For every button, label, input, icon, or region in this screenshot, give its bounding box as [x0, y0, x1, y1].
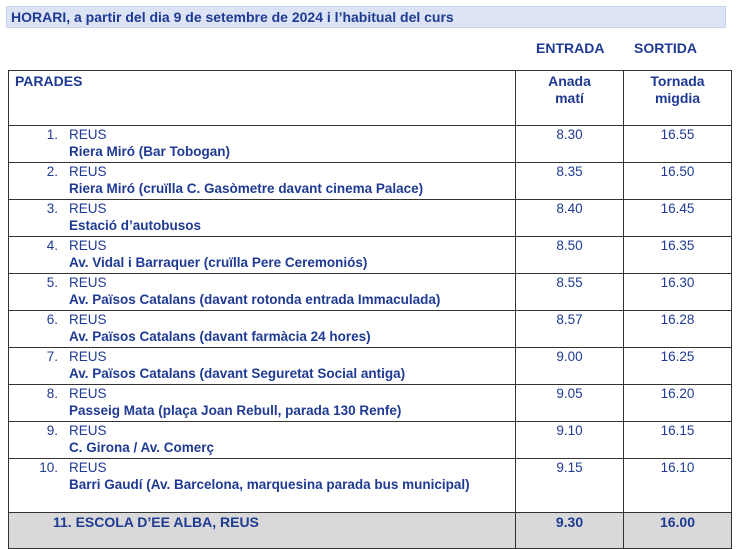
stop-place: Estació d’autobusos [69, 218, 202, 233]
stop-number: 7. [46, 349, 58, 364]
stop-place: Av. Vidal i Barraquer (cruïlla Pere Ceremoniós) [69, 255, 368, 270]
stop-sortida-time: 16.25 [624, 348, 732, 385]
stop-cell [9, 459, 516, 513]
stop-sortida-time: 16.50 [624, 163, 732, 200]
anada-header [516, 71, 624, 126]
stop-sortida-time: 16.35 [624, 237, 732, 274]
tornada-header-line1: Tornada [650, 73, 705, 89]
stop-city: REUS [69, 127, 107, 142]
stop-number: 9. [46, 423, 58, 438]
stop-city: REUS [69, 312, 107, 327]
destination-entrada: 9.30 [516, 513, 624, 549]
stop-city: REUS [69, 238, 107, 253]
stop-place: Av. Països Catalans (davant Seguretat Social antiga) [69, 366, 406, 381]
stop-city: REUS [69, 201, 107, 216]
table-row [9, 274, 732, 311]
table-header-row [9, 71, 732, 126]
table-row [9, 126, 732, 163]
sortida-heading: SORTIDA [634, 40, 697, 56]
stop-number: 6. [46, 312, 58, 327]
stop-number: 8. [46, 386, 58, 401]
stop-entrada-time: 9.00 [516, 348, 624, 385]
stop-sortida-time: 16.45 [624, 200, 732, 237]
stop-entrada-time: 8.55 [516, 274, 624, 311]
stops-body [9, 126, 732, 513]
table-row [9, 459, 732, 513]
stop-city: REUS [69, 275, 107, 290]
anada-header-line2: matí [555, 90, 584, 106]
stop-cell [9, 163, 516, 200]
stop-number: 1. [46, 127, 58, 142]
stop-place: Riera Miró (Bar Tobogan) [69, 144, 231, 159]
stop-place: Av. Països Catalans (davant farmàcia 24 hores) [69, 329, 371, 344]
stop-cell [9, 126, 516, 163]
destination-sortida: 16.00 [624, 513, 732, 549]
schedule-table [8, 70, 732, 549]
stop-number: 3. [46, 201, 58, 216]
stop-number: 10. [39, 460, 58, 475]
table-row [9, 163, 732, 200]
parades-header: PARADES [9, 71, 516, 126]
stop-number: 2. [46, 164, 58, 179]
stop-entrada-time: 8.57 [516, 311, 624, 348]
page-title: HORARI, a partir del dia 9 de setembre de 2024 i l’habitual del curs [6, 6, 726, 28]
stop-city: REUS [69, 386, 107, 401]
stop-sortida-time: 16.10 [624, 459, 732, 513]
table-row [9, 311, 732, 348]
stop-entrada-time: 9.05 [516, 385, 624, 422]
stop-entrada-time: 8.35 [516, 163, 624, 200]
stop-sortida-time: 16.30 [624, 274, 732, 311]
stop-entrada-time: 9.10 [516, 422, 624, 459]
stop-sortida-time: 16.20 [624, 385, 732, 422]
tornada-header [624, 71, 732, 126]
table-row [9, 385, 732, 422]
stop-entrada-time: 8.30 [516, 126, 624, 163]
stop-number: 5. [46, 275, 58, 290]
stop-sortida-time: 16.28 [624, 311, 732, 348]
table-row [9, 200, 732, 237]
table-row [9, 422, 732, 459]
stop-cell [9, 200, 516, 237]
stop-entrada-time: 8.40 [516, 200, 624, 237]
stop-place: Av. Països Catalans (davant rotonda entrada Immaculada) [69, 292, 441, 307]
destination-row [9, 513, 732, 549]
table-row [9, 237, 732, 274]
stop-number: 4. [46, 238, 58, 253]
stop-cell [9, 274, 516, 311]
stop-sortida-time: 16.55 [624, 126, 732, 163]
table-row [9, 348, 732, 385]
stop-cell [9, 348, 516, 385]
stop-city: REUS [69, 423, 107, 438]
destination-cell [9, 513, 516, 549]
entrada-heading: ENTRADA [536, 40, 605, 56]
stop-place: C. Girona / Av. Comerç [69, 440, 215, 455]
stop-place: Riera Miró (cruïlla C. Gasòmetre davant cinema Palace) [69, 181, 424, 196]
stop-entrada-time: 9.15 [516, 459, 624, 513]
stop-sortida-time: 16.15 [624, 422, 732, 459]
stop-city: REUS [69, 349, 107, 364]
stop-cell [9, 311, 516, 348]
stop-city: REUS [69, 164, 107, 179]
anada-header-line1: Anada [548, 73, 591, 89]
stop-city: REUS [69, 460, 107, 475]
destination-label: 11. ESCOLA D’EE ALBA, REUS [53, 514, 259, 530]
stop-place: Passeig Mata (plaça Joan Rebull, parada 130 Renfe) [69, 403, 402, 418]
stop-cell [9, 385, 516, 422]
stop-place: Barri Gaudí (Av. Barcelona, marquesina parada bus municipal) [69, 477, 470, 492]
stop-entrada-time: 8.50 [516, 237, 624, 274]
stop-cell [9, 237, 516, 274]
stop-cell [9, 422, 516, 459]
tornada-header-line2: migdia [654, 90, 701, 106]
